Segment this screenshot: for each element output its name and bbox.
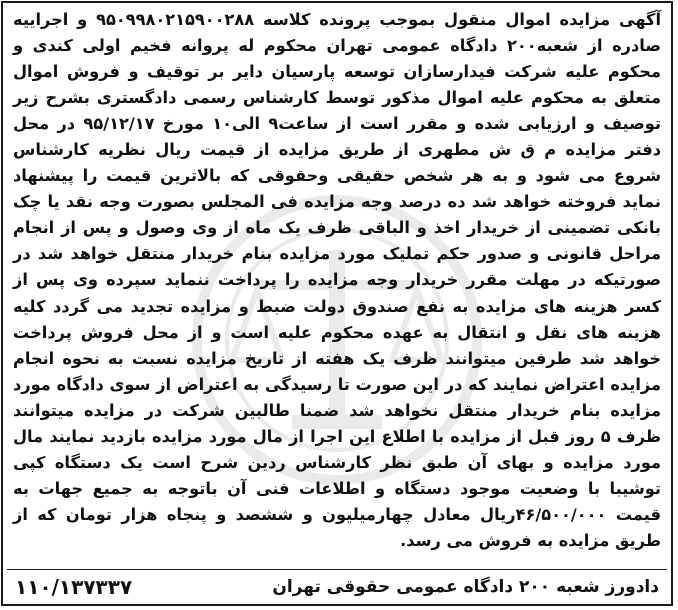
notice-footer [15,571,659,603]
notice-body [13,7,661,554]
auction-notice-text: آگهی مزایده اموال منقول بموجب پرونده کلاسه ۹۵۰۹۹۸۰۲۱۵۹۰۰۲۸۸ و اجراییه صادره از شعبه۲۰۰ دادگاه عمومی تهران محکوم له پروانه فخیم اولی کندی و محکوم علیه شرکت فیدارسازان توسعه پارسیان دایر بر توقیف و فروش اموال متعلق به محکوم علیه اموال مذکور توسط کارشناس رسمی دادگستری بشرح زیر توصیف و ارزیابی شده و مقرر است از ساعت۹ الی۱۰ مورخ ۹۵/۱۲/۱۷ در محل دفتر مزایده م ق ش مطهری از طریق مزایده از قیمت ریال نظریه کارشناس شروع می شود و به هر شخص حقیقی وحقوقی که بالاترین قیمت را پیشنهاد نماید فروخته خواهد شد ده درصد وجه مزایده فی المجلس بصورت وجه نقد یا چک بانکی تضمینی از خریدار اخذ و الباقی ظرف یک ماه از وی وصول و پس از انجام مراحل قانونی و صدور حکم تملیک مورد مزایده بنام خریدار منتقل خواهد شد در صورتیکه در مهلت مقرر خریدار وجه مزایده را پرداخت ننماید سپرده وی پس از کسر هزینه های مزایده به نفع صندوق دولت ضبط و مزایده تجدید می گردد کلیه هزینه های نقل و انتقال به عهده محکوم علیه است و از محل فروش پرداخت خواهد شد طرفین میتوانند ظرف یک هفته از تاریخ مزایده نسبت به نحوه انجام مزایده اعتراض نمایند که در این صورت تا رسیدگی به اعتراض از سوی دادگاه مورد مزایده بنام خریدار منتقل نخواهد شد ضمنا طالبین شرکت در مزایده میتوانند ظرف ۵ روز قبل از مزایده با اطلاع این اجرا از مال مورد مزایده بازدید نمایند مال مورد مزایده و بهای آن طبق نظر کارشناس ردین شرح است یک دستگاه کپی توشیبا با وضعیت موجود دستگاه و اطلاعات فنی آن باتوجه به جمیع جهات به قیمت ۴۶/۵۰۰/۰۰۰ریال معادل چهارمیلیون و ششصد و پنجاه هزار تومان که از طریق مزایده به فروش می رسد. [13,10,661,550]
footer-divider [7,569,667,570]
reference-number: ۱۱۰/۱۳۷۳۳۷ [15,575,133,599]
legal-notice-frame [1,1,673,606]
issuer-signature: دادورز شعبه ۲۰۰ دادگاه عمومی حقوقی تهران [272,577,659,597]
